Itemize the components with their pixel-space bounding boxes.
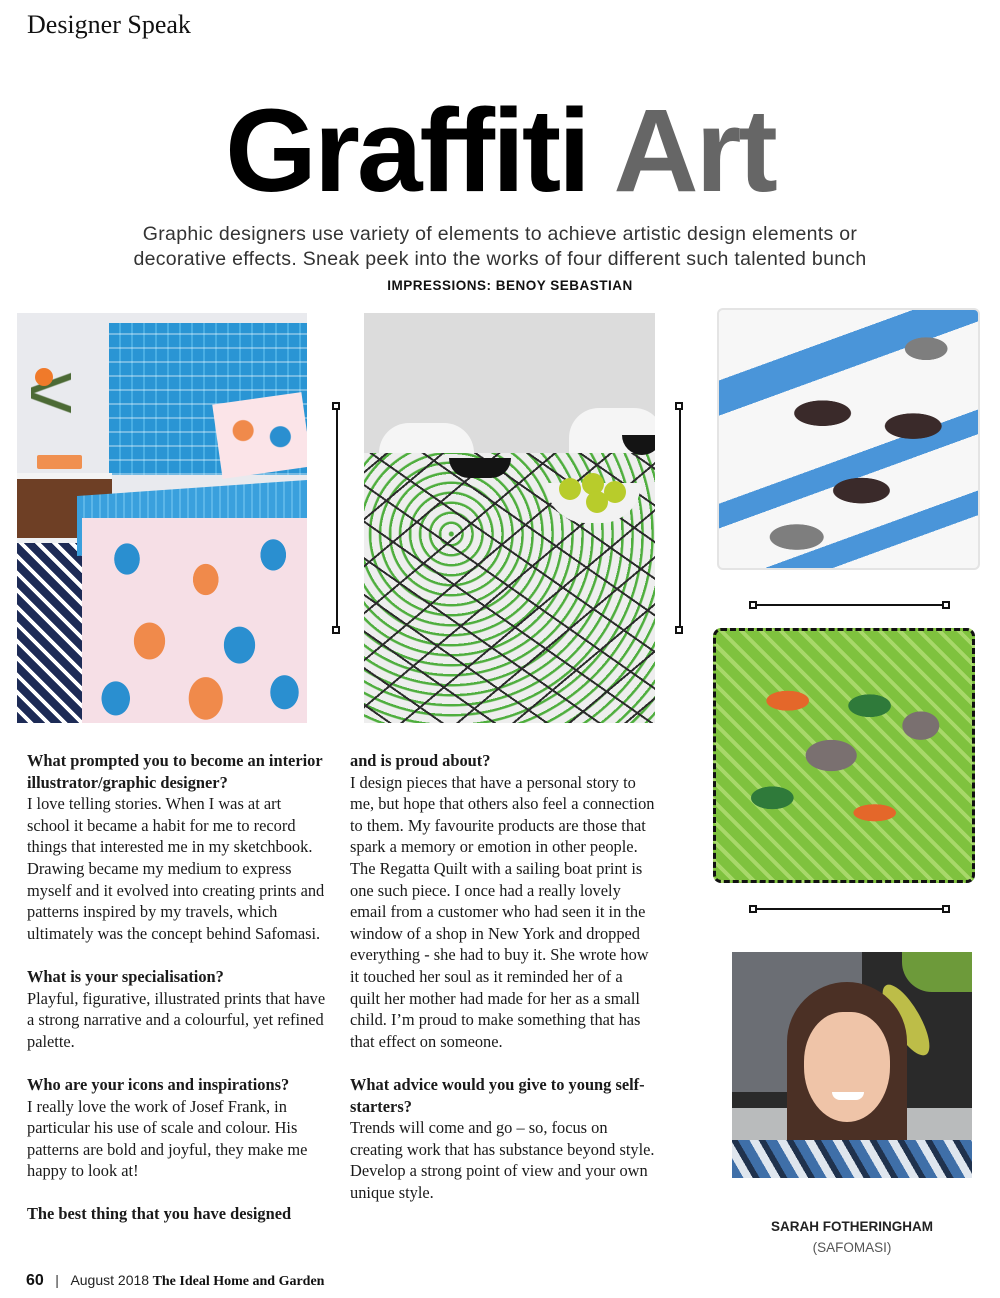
dimension-handle <box>675 402 683 410</box>
face <box>804 1012 890 1122</box>
magazine-name: The Ideal Home and Garden <box>152 1274 325 1289</box>
answer: Playful, figurative, illustrated prints that have a strong narrative and a colourful, yet refined palette. <box>27 988 326 1051</box>
horse-cushion-photo <box>717 308 980 570</box>
bedroom-quilt-photo <box>17 313 307 723</box>
article-column-2 <box>350 750 655 1225</box>
plant <box>31 333 71 453</box>
footer-separator: | <box>55 1272 59 1288</box>
patterned-shirt <box>732 1140 972 1178</box>
dimension-line-horizontal <box>752 908 947 910</box>
pillow-balloon-print <box>212 392 307 479</box>
balloon-quilt <box>82 518 307 723</box>
qa-block <box>350 1074 655 1204</box>
designer-portrait-photo <box>732 952 972 1178</box>
question-continued: and is proud about? <box>350 751 491 770</box>
page-title <box>0 85 1000 217</box>
rug <box>17 543 87 723</box>
books <box>37 455 82 469</box>
pear <box>586 491 608 513</box>
dimension-line-right <box>679 405 681 630</box>
artwork-leaf <box>902 952 972 992</box>
question: What prompted you to become an interior illustrator/graphic designer? <box>27 751 323 792</box>
dimension-handle <box>332 402 340 410</box>
dimension-handle <box>942 905 950 913</box>
question: The best thing that you have designed <box>27 1204 292 1224</box>
flower <box>35 368 53 386</box>
question: Who are your icons and inspirations? <box>27 1074 290 1094</box>
title-part-art: Art <box>613 85 775 217</box>
tiger-cushion-photo <box>713 628 975 883</box>
qa-block <box>27 1074 327 1182</box>
article-column-1 <box>27 750 327 1247</box>
dimension-handle <box>675 626 683 634</box>
dimension-handle <box>749 905 757 913</box>
answer: I design pieces that have a personal story to me, but hope that others also feel a connection to them. My favourite products are those that spark a memory or emotion in other people. The Regatta Quilt with a sailing boat print is one such piece. I once had a really lovely email from a customer who had seen it in the window of a shop in New York and dropped everything - she had to buy it. She wrote how it touched her soul as it reminded her of a quilt her mother had made for her as a small child. I’m proud to make something that has that effect on someone. <box>350 772 655 1051</box>
page-number: 60 <box>26 1272 44 1289</box>
designer-brand: (SAFOMASI) <box>812 1240 892 1255</box>
page-footer <box>26 1272 324 1290</box>
subtitle <box>60 222 940 272</box>
pear <box>559 478 581 500</box>
subtitle-line-2: decorative effects. Sneak peek into the works of four different such talented bunch <box>133 248 867 270</box>
issue-date: August 2018 <box>70 1272 150 1288</box>
designer-name: SARAH FOTHERINGHAM <box>771 1219 933 1234</box>
answer: Trends will come and go – so, focus on creating work that has substance beyond style. Develop a strong point of view and your own unique style. <box>350 1118 655 1202</box>
qa-block <box>350 750 655 1052</box>
section-label: Designer Speak <box>27 10 191 39</box>
dimension-handle <box>749 601 757 609</box>
question: What is your specialisation? <box>27 966 224 986</box>
dimension-handle <box>942 601 950 609</box>
dimension-handle <box>332 626 340 634</box>
answer: I love telling stories. When I was at art school it became a habit for me to record things that interested me in my sketchbook. Drawing became my medium to express myself and it evolved into creating prints and patterns inspired by my travels, which ultimately was the concept behind Safomasi. <box>27 794 325 943</box>
qa-block <box>27 966 327 1052</box>
smile <box>832 1092 864 1100</box>
qa-block <box>27 1203 327 1225</box>
subtitle-line-1: Graphic designers use variety of elements to achieve artistic design elements or <box>142 223 858 245</box>
photo-credit: IMPRESSIONS: BENOY SEBASTIAN <box>387 278 633 293</box>
title-part-graffiti: Graffiti <box>225 85 588 217</box>
tablecloth-photo <box>364 313 655 723</box>
dimension-line-left <box>336 405 338 630</box>
dimension-line-horizontal <box>752 604 947 606</box>
qa-block <box>27 750 327 944</box>
answer: I really love the work of Josef Frank, in particular his use of scale and colour. His patterns are bold and joyful, they make me happy to look at! <box>27 1096 308 1181</box>
question: What advice would you give to young self-starters? <box>350 1074 645 1116</box>
